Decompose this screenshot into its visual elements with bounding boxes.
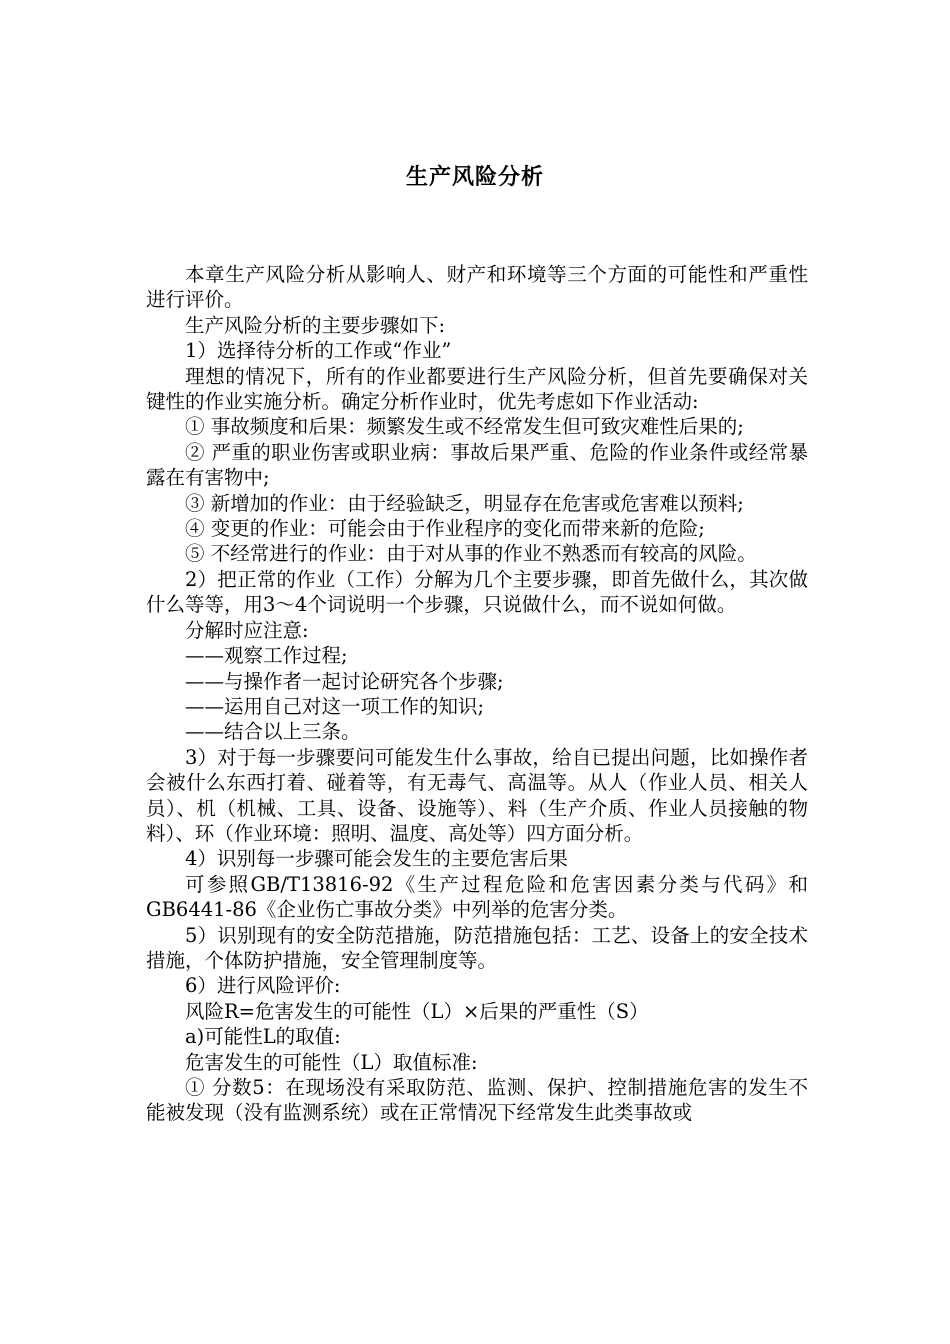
- page-title: 生产风险分析: [405, 165, 544, 190]
- paragraph: 1）选择待分析的工作或“作业”: [185, 339, 452, 363]
- paragraph: 理想的情况下，所有的作业都要进行生产风险分析，但首先要确保对关键性的作业实施分析。确定分析作业时，优先考虑如下作业活动:: [146, 364, 808, 414]
- paragraph: ⑤ 不经常进行的作业：由于对从事的作业不熟悉而有较高的风险。: [185, 542, 757, 566]
- paragraph: ——运用自己对这一项工作的知识;: [185, 694, 485, 718]
- paragraph: 2）把正常的作业（工作）分解为几个主要步骤，即首先做什么，其次做什么等等，用3～4个词说明一个步骤，只说做什么，而不说如何做。: [146, 567, 808, 617]
- paragraph: 风险R=危害发生的可能性（L）×后果的严重性（S）: [185, 999, 649, 1023]
- paragraph: 5）识别现有的安全防范措施，防范措施包括：工艺、设备上的安全技术措施，个体防护措施，安全管理制度等。: [146, 923, 808, 972]
- paragraph: ③ 新增加的作业：由于经验缺乏，明显存在危害或危害难以预料;: [185, 491, 744, 515]
- paragraph: 危害发生的可能性（L）取值标准:: [185, 1050, 478, 1074]
- paragraph: 可参照GB/T13816-92《生产过程危险和危害因素分类与代码》和GB6441-86《企业伤亡事故分类》中列举的危害分类。: [146, 872, 808, 922]
- paragraph: 分解时应注意:: [185, 618, 309, 642]
- paragraph: 6）进行风险评价:: [185, 974, 341, 998]
- paragraph: a)可能性L的取值:: [185, 1025, 341, 1049]
- paragraph: ② 严重的职业伤害或职业病：事故后果严重、危险的作业条件或经常暴露在有害物中;: [146, 440, 808, 490]
- paragraph: ④ 变更的作业：可能会由于作业程序的变化而带来新的危险;: [185, 517, 705, 541]
- document-body: [146, 262, 808, 1126]
- paragraph: ① 分数5：在现场没有采取防范、监测、保护、控制措施危害的发生不能被发现（没有监测系统）或在正常情况下经常发生此类事故或: [146, 1076, 808, 1125]
- paragraph: 生产风险分析的主要步骤如下:: [185, 313, 446, 337]
- paragraph: ① 事故频度和后果：频繁发生或不经常发生但可致灾难性后果的;: [185, 415, 744, 439]
- paragraph: ——与操作者一起讨论研究各个步骤;: [185, 669, 504, 693]
- paragraph: 本章生产风险分析从影响人、财产和环境等三个方面的可能性和严重性进行评价。: [146, 263, 808, 312]
- paragraph: 4）识别每一步骤可能会发生的主要危害后果: [185, 847, 568, 871]
- paragraph: ——观察工作过程;: [185, 644, 348, 668]
- paragraph: 3）对于每一步骤要问可能发生什么事故，给自已提出问题，比如操作者会被什么东西打着、碰着等，有无毒气、高温等。从人（作业人员、相关人员）、机（机械、工具、设备、设施等）、料（生产介质、作业人员接触的物料）、环（作业环境：照明、温度、高处等）四方面分析。: [146, 745, 808, 845]
- paragraph: ——结合以上三条。: [185, 720, 361, 744]
